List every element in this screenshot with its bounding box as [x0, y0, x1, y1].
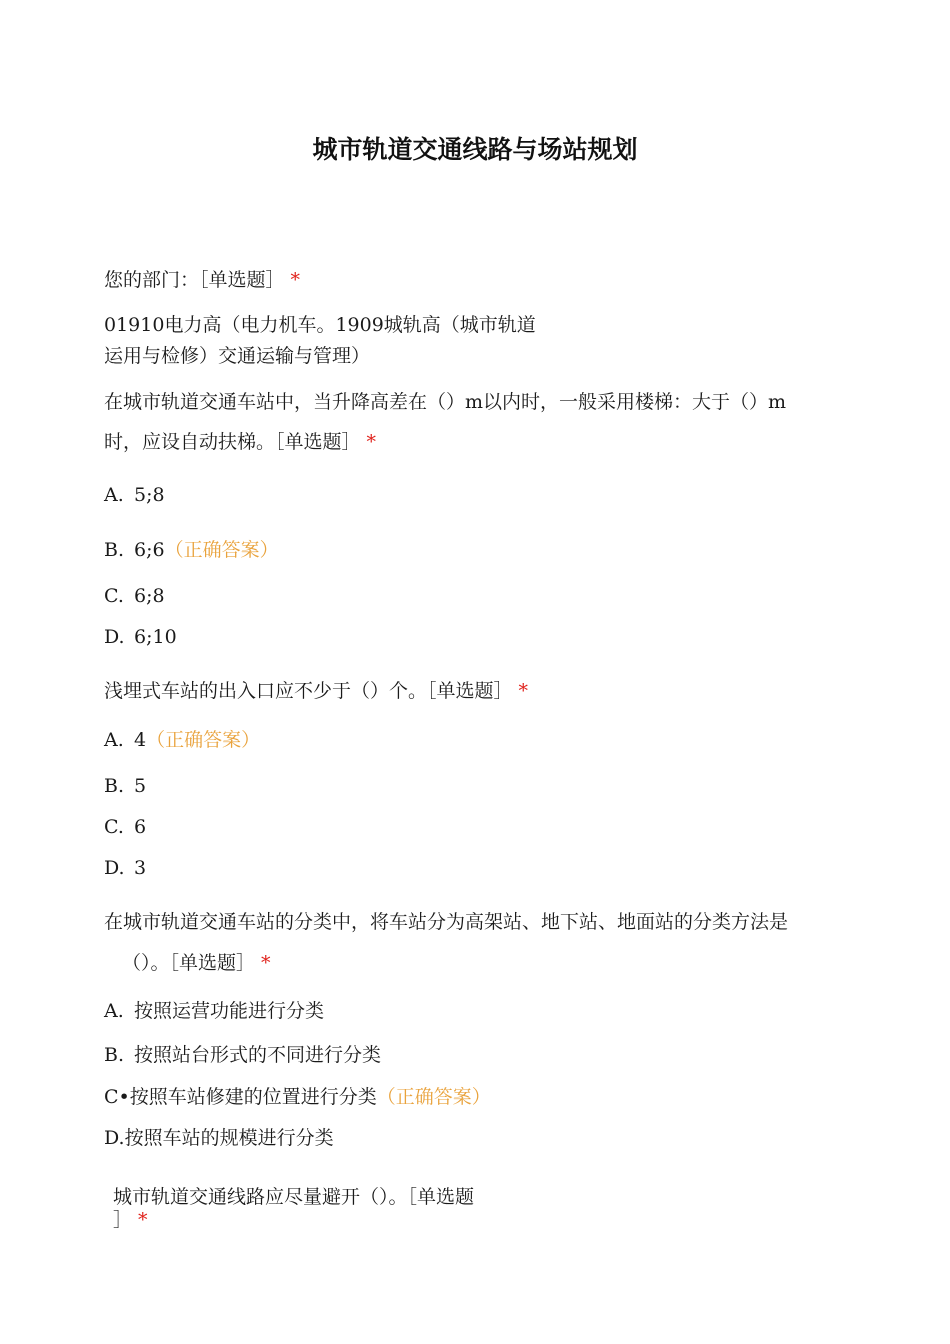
option-letter: B.	[104, 539, 125, 561]
question-stem: 时，应设自动扶梯。［单选题］	[104, 431, 361, 453]
question-stem: ］	[113, 1209, 133, 1231]
question-2-stem	[104, 679, 528, 703]
option-q1-d	[104, 625, 177, 649]
question-4-stem-line-1: 城市轨道交通线路应尽量避开（）。［单选题	[113, 1186, 475, 1208]
option-letter: A.	[104, 484, 124, 506]
option-q3-a	[104, 999, 324, 1023]
required-mark: *	[138, 1209, 148, 1231]
option-text: 6;8	[134, 585, 165, 607]
option-letter: D.	[104, 857, 125, 879]
department-answer-line-1: 01910电力高（电力机车。1909城轨高（城市轨道	[104, 314, 536, 336]
question-1-stem-line-2	[104, 430, 376, 454]
question-1-stem-line-1: 在城市轨道交通车站中，当升降高差在（）m以内时，一般采用楼梯：大于（）m	[104, 391, 787, 413]
department-answer-line-2: 运用与检修）交通运输与管理）	[104, 345, 371, 367]
option-q1-c	[104, 584, 165, 608]
option-q3-b	[104, 1043, 381, 1067]
option-text: 6	[134, 816, 147, 838]
option-text: 6;10	[134, 626, 177, 648]
option-q3-d	[104, 1126, 334, 1150]
question-4-stem-line-2	[113, 1208, 148, 1232]
option-letter: C.	[104, 585, 124, 607]
question-department	[104, 268, 300, 292]
option-text: 按照运营功能进行分类	[134, 1000, 325, 1022]
option-q3-c	[104, 1085, 491, 1109]
option-text: 按照站台形式的不同进行分类	[134, 1044, 382, 1066]
correct-answer-tag: （正确答案）	[164, 539, 279, 561]
option-letter: C•	[104, 1086, 130, 1108]
option-q2-d	[104, 856, 146, 880]
required-mark: *	[366, 431, 377, 453]
option-text: 4	[134, 729, 147, 751]
option-letter: B.	[104, 1044, 125, 1066]
option-q2-b	[104, 774, 146, 798]
option-letter: A.	[104, 729, 124, 751]
question-stem: 浅埋式车站的出入口应不少于（）个。［单选题］	[104, 680, 513, 702]
option-text: 5;8	[134, 484, 165, 506]
option-q1-b	[104, 538, 279, 562]
option-text: 6;6	[134, 539, 165, 561]
option-text: 5	[134, 775, 147, 797]
required-mark: *	[290, 269, 301, 291]
option-letter: B.	[104, 775, 125, 797]
option-letter: A.	[104, 1000, 124, 1022]
option-text: 按照车站修建的位置进行分类	[129, 1086, 377, 1108]
question-stem: （）。［单选题］	[122, 952, 256, 974]
correct-answer-tag: （正确答案）	[146, 729, 261, 751]
option-text: 按照车站的规模进行分类	[124, 1127, 334, 1149]
required-mark: *	[261, 952, 271, 974]
question-3-stem-line-2	[122, 951, 271, 975]
correct-answer-tag: （正确答案）	[376, 1086, 491, 1108]
option-text: 3	[134, 857, 147, 879]
option-letter: D.	[104, 626, 125, 648]
option-letter: C.	[104, 816, 124, 838]
option-q2-c	[104, 815, 146, 839]
question-3-stem-line-1: 在城市轨道交通车站的分类中，将车站分为高架站、地下站、地面站的分类方法是	[104, 911, 789, 933]
option-q2-a	[104, 728, 260, 752]
page-title: 城市轨道交通线路与场站规划	[312, 135, 638, 164]
option-q1-a	[104, 483, 165, 507]
option-letter: D.	[104, 1127, 125, 1149]
required-mark: *	[518, 680, 529, 702]
question-stem: 您的部门：［单选题］	[104, 269, 285, 291]
